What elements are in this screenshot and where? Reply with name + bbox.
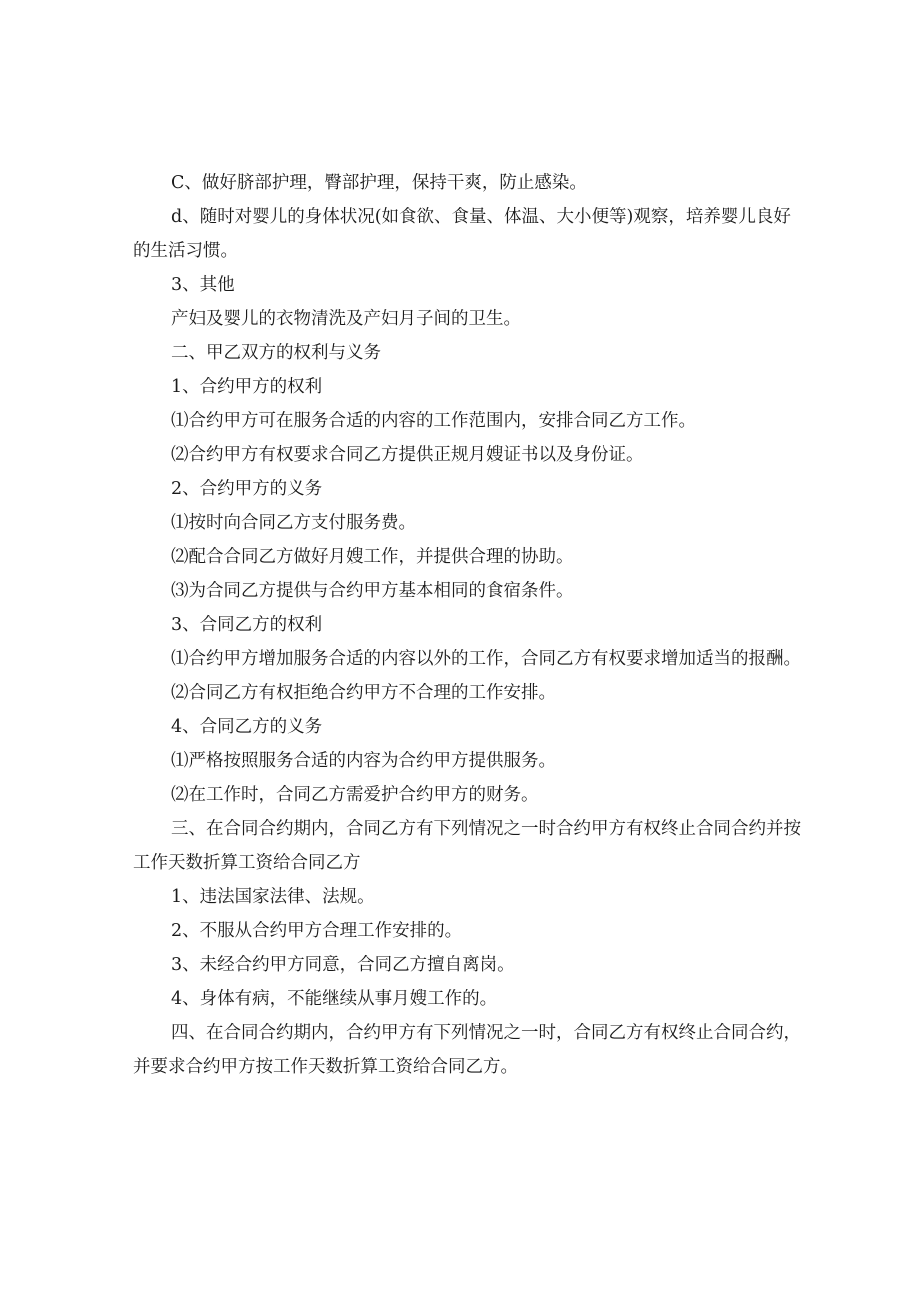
paragraph: C、做好脐部护理，臀部护理，保持干爽，防止感染。 [171,173,587,193]
subsection-heading: 2、合约甲方的义务 [171,479,323,499]
paragraph: 3、其他 [171,275,235,295]
paragraph-continuation: 的生活习惯。 [133,241,238,261]
list-item: ⑵合同乙方有权拒绝合约甲方不合理的工作安排。 [171,683,556,703]
section-heading: 四、在合同合约期内，合约甲方有下列情况之一时，合同乙方有权终止合同合约， [171,1023,801,1043]
paragraph-continuation: 并要求合约甲方按工作天数折算工资给合同乙方。 [133,1057,518,1077]
list-item: 3、未经合约甲方同意，合同乙方擅自离岗。 [171,955,515,975]
list-item: ⑶为合同乙方提供与合约甲方基本相同的食宿条件。 [171,581,574,601]
list-item: 4、身体有病，不能继续从事月嫂工作的。 [171,989,498,1009]
list-item: 1、违法国家法律、法规。 [171,887,375,907]
subsection-heading: 1、合约甲方的权利 [171,377,323,397]
list-item: ⑴合约甲方可在服务合适的内容的工作范围内，安排合同乙方工作。 [171,411,696,431]
list-item: 2、不服从合约甲方合理工作安排的。 [171,921,463,941]
list-item: ⑵合约甲方有权要求合同乙方提供正规月嫂证书以及身份证。 [171,445,644,465]
list-item: ⑵配合合同乙方做好月嫂工作，并提供合理的协助。 [171,547,574,567]
paragraph: d、随时对婴儿的身体状况(如食欲、食量、体温、大小便等)观察，培养婴儿良好 [171,207,791,227]
section-heading: 二、甲乙双方的权利与义务 [171,343,381,363]
subsection-heading: 3、合同乙方的权利 [171,615,323,635]
list-item: ⑴严格按照服务合适的内容为合约甲方提供服务。 [171,751,556,771]
subsection-heading: 4、合同乙方的义务 [171,717,323,737]
section-heading: 三、在合同合约期内，合同乙方有下列情况之一时合约甲方有权终止合同合约并按 [171,819,801,839]
list-item: ⑴合约甲方增加服务合适的内容以外的工作，合同乙方有权要求增加适当的报酬。 [171,649,801,669]
paragraph: 产妇及婴儿的衣物清洗及产妇月子间的卫生。 [171,309,521,329]
document-body [133,166,801,1084]
paragraph-continuation: 工作天数折算工资给合同乙方 [133,853,361,873]
list-item: ⑵在工作时，合同乙方需爱护合约甲方的财务。 [171,785,539,805]
list-item: ⑴按时向合同乙方支付服务费。 [171,513,416,533]
